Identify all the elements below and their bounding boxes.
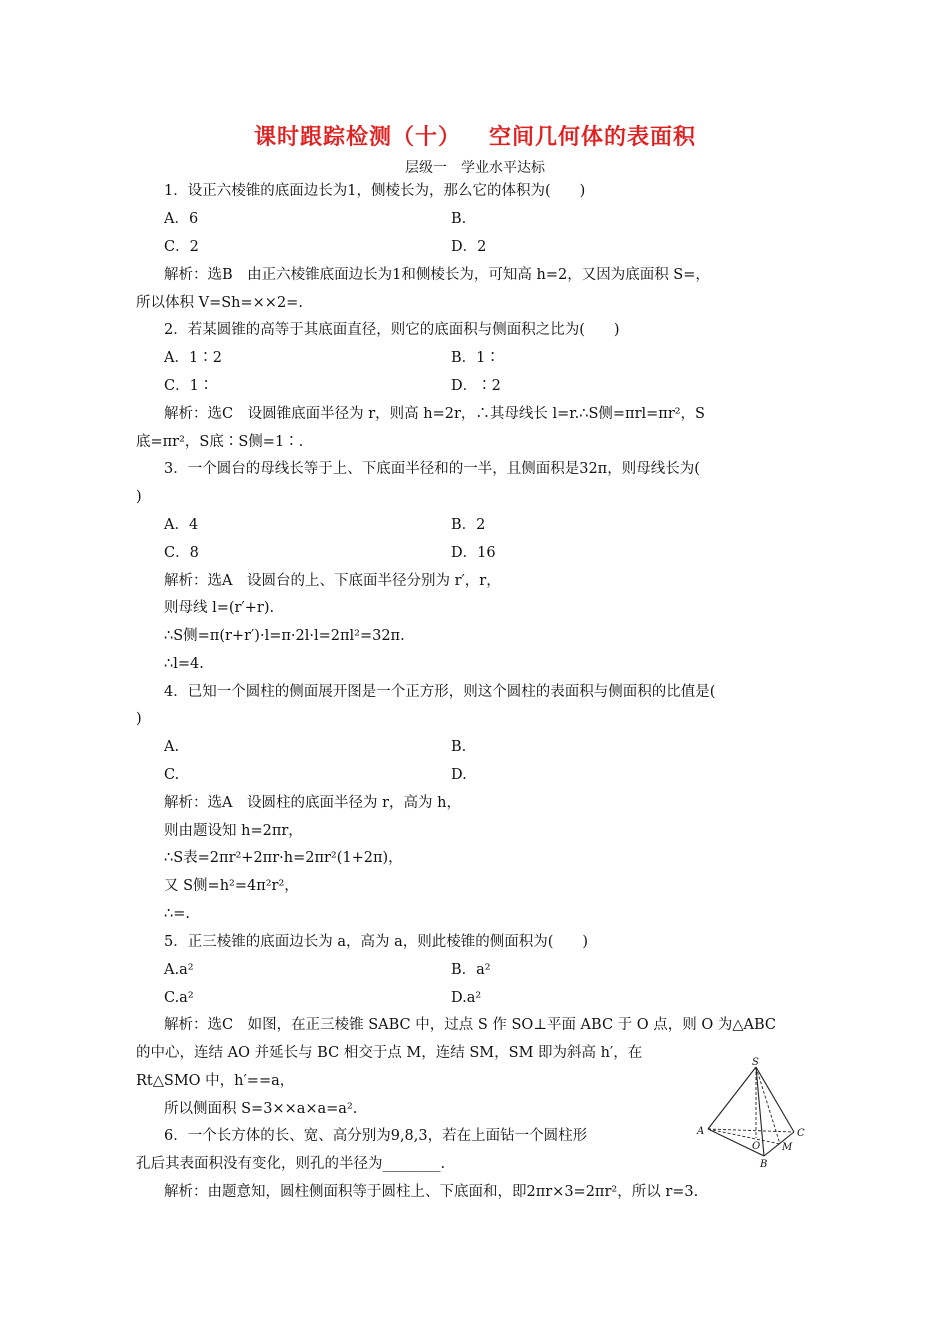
title-part1: 课时跟踪检测（十）	[253, 125, 461, 150]
q2-stem: 2．若某圆锥的高等于其底面直径，则它的底面积与侧面积之比为( )	[164, 322, 620, 338]
section-subtitle: 层级一 学业水平达标	[405, 160, 545, 176]
q1-option-b: B.	[451, 211, 467, 227]
q1-stem: 1．设正六棱锥的底面边长为1，侧棱长为，那么它的体积为( )	[164, 183, 586, 199]
label-m: M	[782, 1142, 793, 1153]
label-a: A	[697, 1126, 705, 1137]
q3-option-a: A．4	[164, 517, 199, 533]
q2-option-c: C．1∶	[164, 378, 214, 394]
q5-option-c: C.a²	[164, 990, 194, 1006]
q5-option-d: D.a²	[451, 990, 482, 1006]
q5-option-b: B．a²	[451, 962, 491, 978]
q4-option-b: B.	[451, 739, 467, 755]
q6-stem-2: 孔后其表面积没有变化，则孔的半径为________.	[136, 1156, 446, 1172]
q5-analysis-1: 解析：选C 如图，在正三棱锥 SABC 中，过点 S 作 SO⊥平面 ABC 于 O 点，则 O 为△ABC	[164, 1017, 777, 1033]
q2-option-a: A．1∶2	[164, 350, 222, 366]
q3-analysis-3: ∴S侧=π(r+r′)·l=π·2l·l=2πl²=32π.	[164, 628, 405, 644]
q4-analysis-3: ∴S表=2πr²+2πr·h=2πr²(1+2π)，	[164, 850, 403, 866]
q4-analysis-2: 则由题设知 h=2πr，	[164, 823, 303, 839]
q3-option-c: C．8	[164, 545, 199, 561]
q4-option-d: D.	[451, 767, 467, 783]
q2-option-d: D．∶2	[451, 378, 501, 394]
q5-analysis-3: Rt△SMO 中，h′==a，	[136, 1073, 295, 1089]
q3-analysis-4: ∴l=4.	[164, 656, 204, 672]
q5-analysis-2: 的中心，连结 AO 并延长与 BC 相交于点 M，连结 SM，SM 即为斜高 h′，在	[136, 1045, 643, 1061]
q3-stem-1: 3．一个圆台的母线长等于上、下底面半径和的一半，且侧面积是32π，则母线长为(	[164, 461, 700, 477]
q4-option-c: C.	[164, 767, 180, 783]
q4-stem-2: )	[136, 711, 142, 727]
q2-analysis-1: 解析：选C 设圆锥底面半径为 r，则高 h=2r，∴其母线长 l=r.∴S侧=πrl=πr²，S	[164, 406, 705, 422]
q6-analysis-1: 解析：由题意知，圆柱侧面积等于圆柱上、下底面和，即2πr×3=2πr²，所以 r=3.	[164, 1184, 699, 1200]
q2-option-b: B．1∶	[451, 350, 500, 366]
label-s: S	[752, 1057, 759, 1068]
page-title	[0, 120, 950, 151]
q5-stem: 5．正三棱锥的底面边长为 a，高为 a，则此棱锥的侧面积为( )	[164, 934, 589, 950]
q3-analysis-1: 解析：选A 设圆台的上、下底面半径分别为 r′，r，	[164, 573, 501, 589]
q3-option-d: D．16	[451, 545, 496, 561]
q1-option-c: C．2	[164, 239, 199, 255]
q5-analysis-4: 所以侧面积 S=3××a×a=a².	[164, 1101, 358, 1117]
q1-analysis-2: 所以体积 V=Sh=××2=.	[136, 295, 303, 311]
label-b: B	[760, 1159, 768, 1170]
q5-option-a: A.a²	[164, 962, 194, 978]
q1-option-a: A．6	[164, 211, 199, 227]
label-c: C	[797, 1128, 805, 1139]
q4-analysis-4: 又 S侧=h²=4π²r²，	[164, 878, 299, 894]
q4-analysis-5: ∴=.	[164, 906, 190, 922]
q4-option-a: A.	[164, 739, 180, 755]
pyramid-figure	[694, 1055, 814, 1170]
q3-stem-2: )	[136, 489, 142, 505]
q6-stem-1: 6．一个长方体的长、宽、高分别为9,8,3，若在上面钻一个圆柱形	[164, 1128, 588, 1144]
q4-analysis-1: 解析：选A 设圆柱的底面半径为 r，高为 h，	[164, 795, 461, 811]
q3-analysis-2: 则母线 l=(r′+r).	[164, 600, 275, 616]
q1-option-d: D．2	[451, 239, 487, 255]
q2-analysis-2: 底=πr²，S底∶S侧=1∶.	[136, 434, 304, 450]
label-o: O	[752, 1141, 761, 1152]
q3-option-b: B．2	[451, 517, 486, 533]
q4-stem-1: 4．已知一个圆柱的侧面展开图是一个正方形，则这个圆柱的表面积与侧面积的比值是(	[164, 684, 716, 700]
q1-analysis-1: 解析：选B 由正六棱锥底面边长为1和侧棱长为，可知高 h=2，又因为底面积 S=，	[164, 267, 710, 283]
title-part2: 空间几何体的表面积	[489, 125, 697, 150]
